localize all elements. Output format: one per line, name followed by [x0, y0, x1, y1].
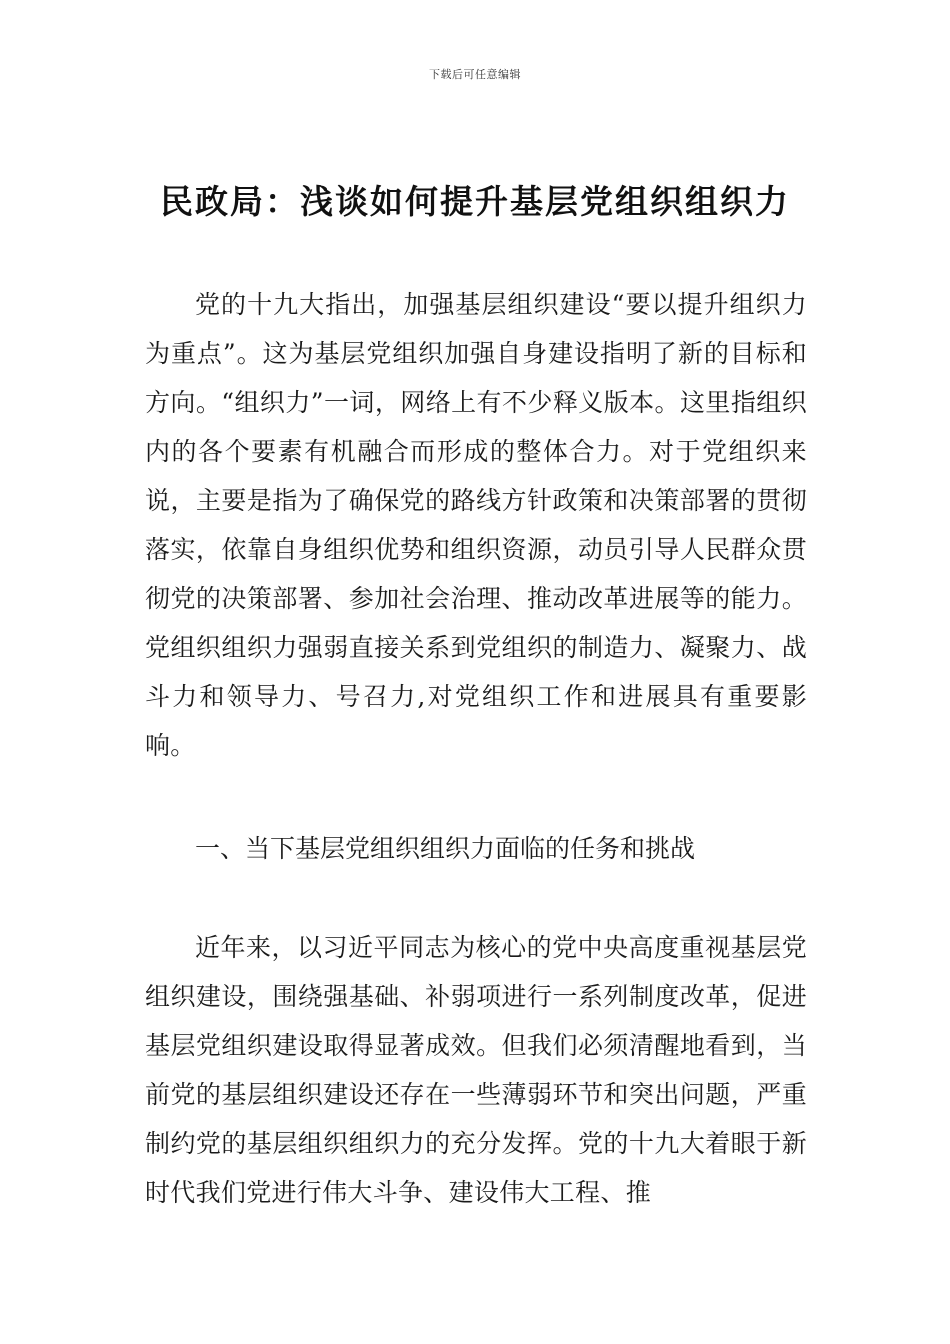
page-header-note: 下载后可任意编辑 [429, 68, 521, 81]
section-body [145, 923, 807, 1217]
document-title: 民政局：浅谈如何提升基层党组织组织力 [160, 182, 790, 221]
intro-paragraph: 党的十九大指出，加强基层组织建设“要以提升组织力为重点”。这为基层党组织加强自身建设指明了新的目标和方向。“组织力”一词，网络上有不少释义版本。这里指组织内的各个要素有机融合而形成的整体合力。对于党组织来说，主要是指为了确保党的路线方针政策和决策部署的贯彻落实，依靠自身组织优势和组织资源，动员引导人民群众贯彻党的决策部署、参加社会治理、推动改革进展等的能力。党组织组织力强弱直接关系到党组织的制造力、凝聚力、战斗力和领导力、号召力,对党组织工作和进展具有重要影响。 [145, 290, 807, 760]
intro-body [145, 280, 807, 770]
section-paragraph: 近年来，以习近平同志为核心的党中央高度重视基层党组织建设，围绕强基础、补弱项进行一系列制度改革，促进基层党组织建设取得显著成效。但我们必须清醒地看到，当前党的基层组织建设还存在一些薄弱环节和突出问题，严重制约党的基层组织组织力的充分发挥。党的十九大着眼于新时代我们党进行伟大斗争、建设伟大工程、推 [145, 933, 807, 1207]
section-heading: 一、当下基层党组织组织力面临的任务和挑战 [195, 834, 696, 863]
